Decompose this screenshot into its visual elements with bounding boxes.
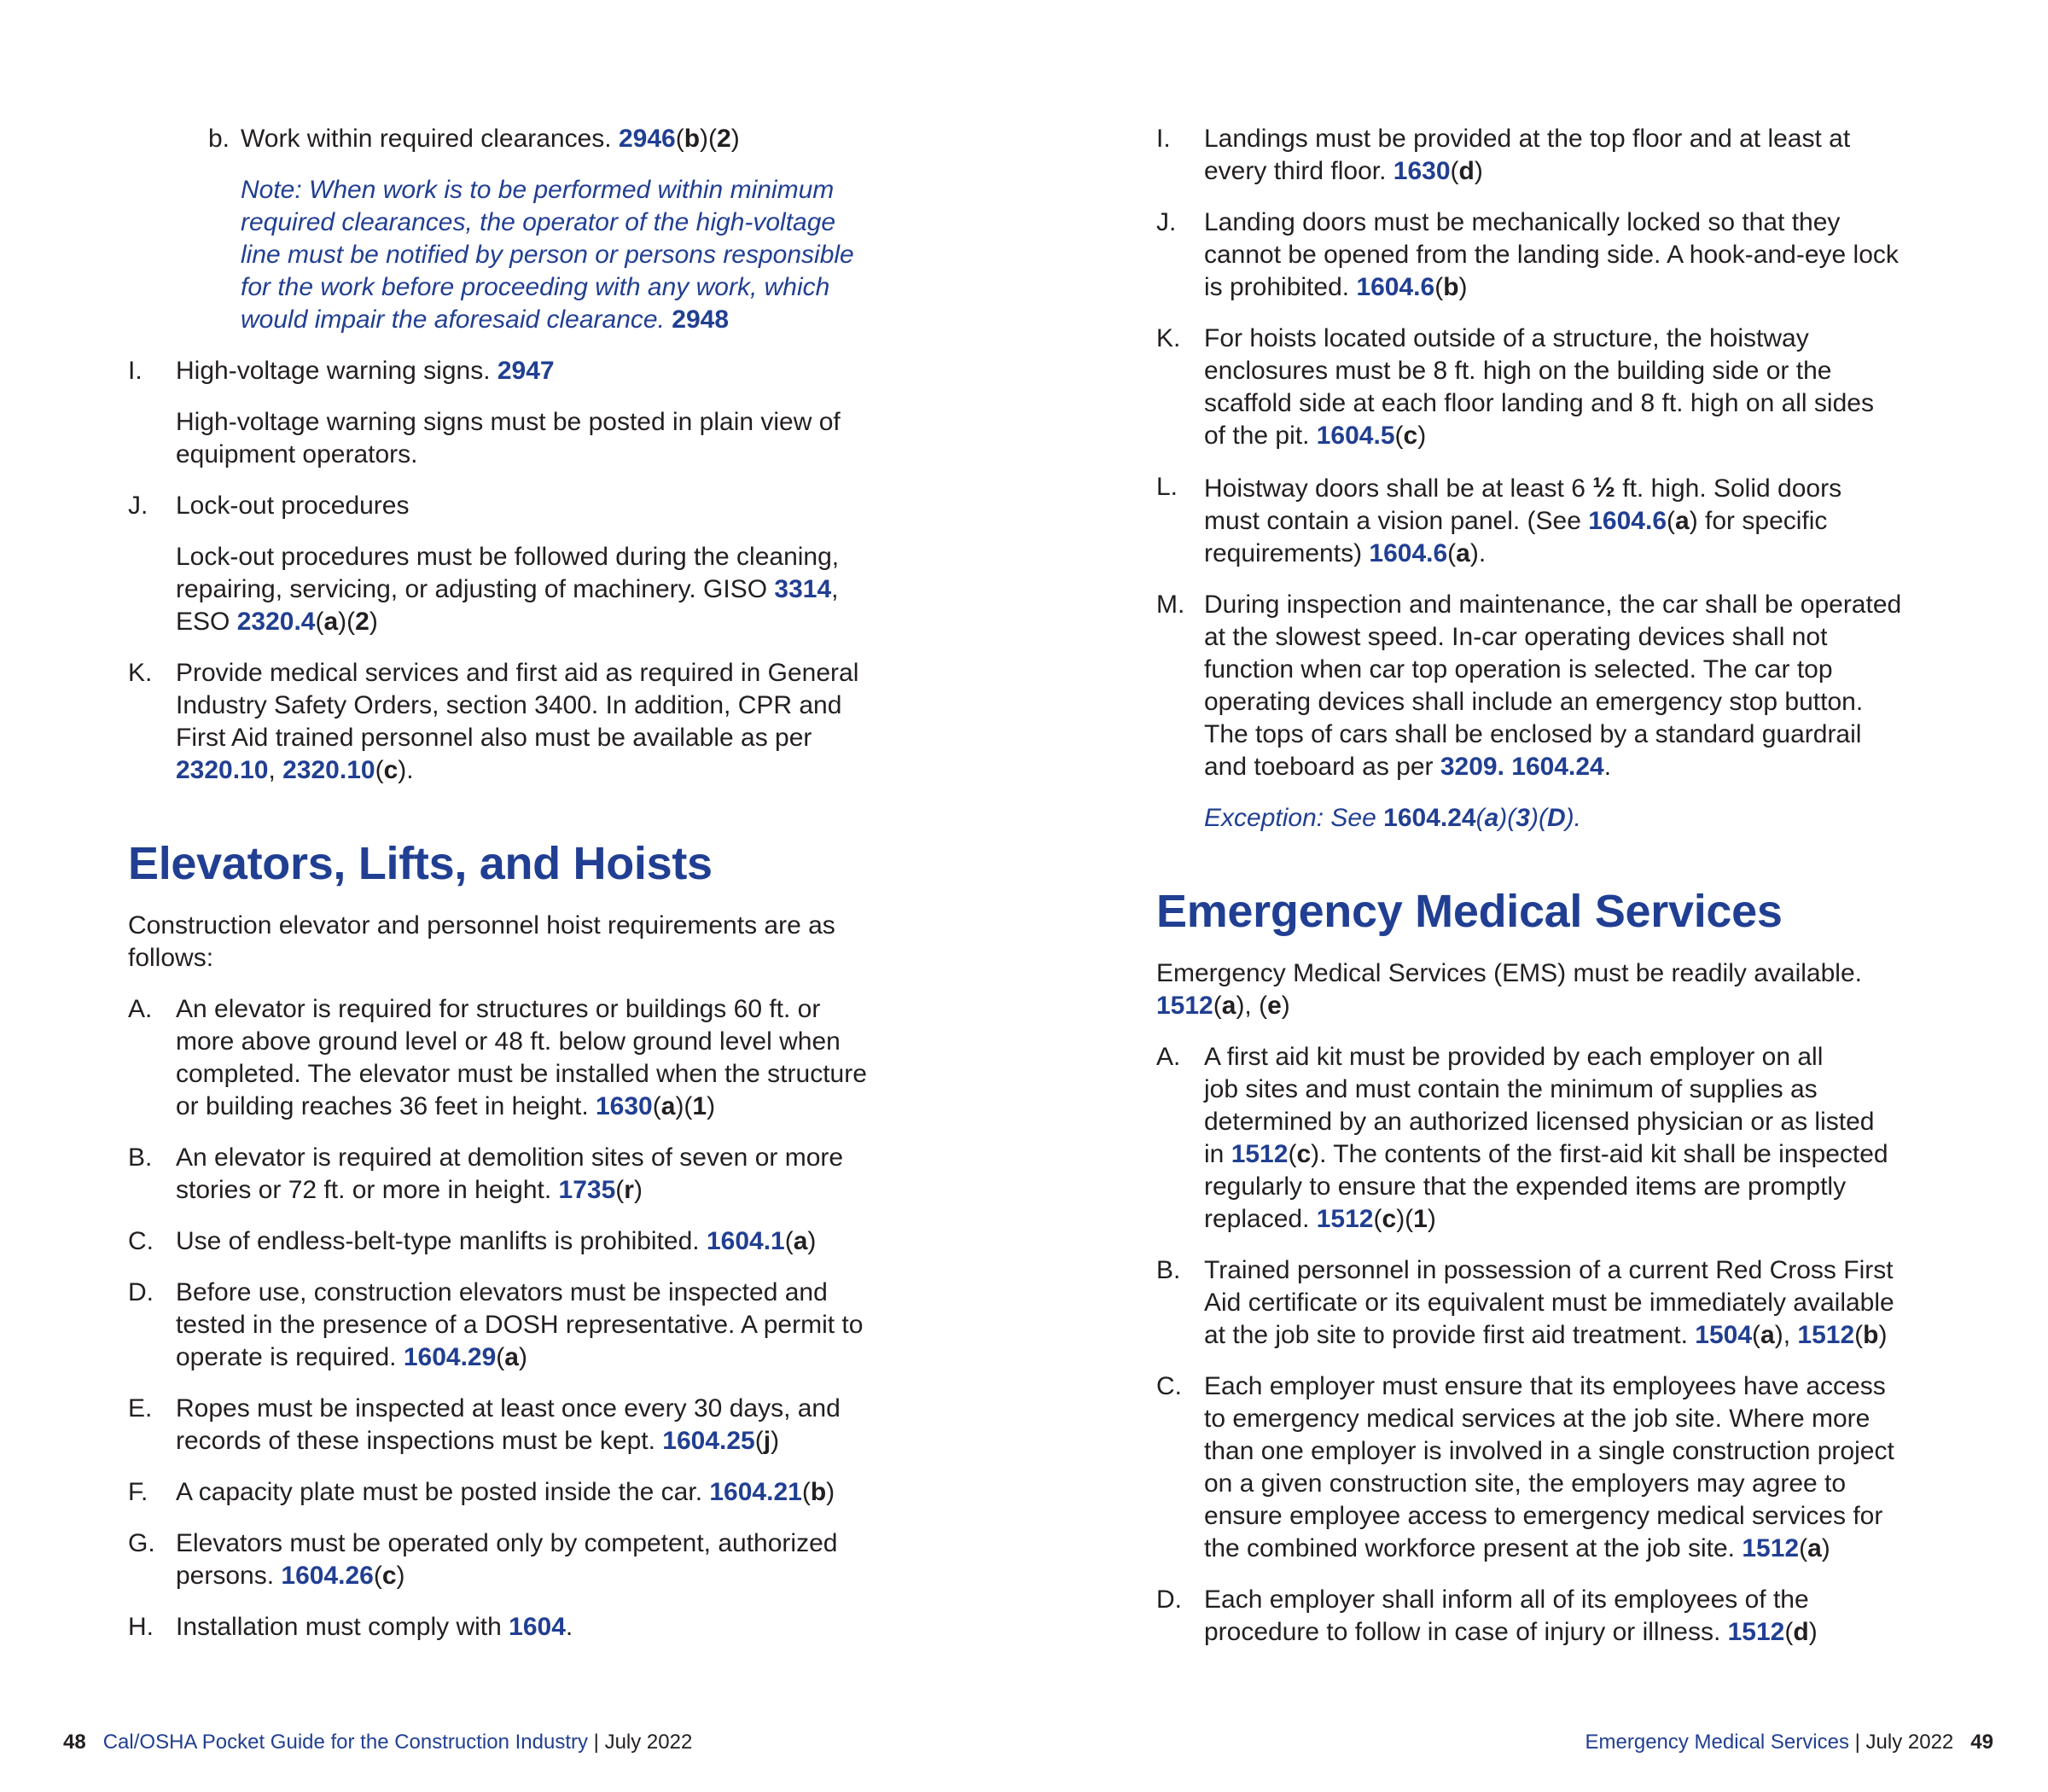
list-marker: I. [128,357,143,385]
section-heading: Emergency Medical Services [1156,886,1783,937]
list-marker: F. [128,1478,148,1506]
regulation-link[interactable]: 1604.26 [281,1562,374,1590]
regulation-link[interactable]: 2320.4 [236,608,316,636]
regulation-link[interactable]: 1630 [596,1092,653,1120]
section-intro: Construction elevator and personnel hoist requirements are as follows: [128,911,835,972]
regulation-link[interactable]: 3314 [774,575,832,603]
list-marker: L. [1156,473,1178,501]
publication-title: Cal/OSHA Pocket Guide for the Construction Industry [102,1731,588,1754]
ems-item-d: D. Each employer shall inform all of its employees of the procedure to follow in case of injury or illness. 1512(d) [1156,1585,1818,1646]
list-item-h: H. Installation must comply with 1604. [128,1611,913,1644]
list-marker: A. [1156,1043,1181,1071]
section-title: Emergency Medical Services [1585,1731,1849,1754]
list-item-a: A. An elevator is required for structures or buildings 60 ft. or more above ground level or 48 ft. below ground level when completed. The elevator must be installed when the structure or building reaches 36 feet in height. 1630(a)(1) [128,995,867,1120]
footer-date: July 2022 [1865,1731,1954,1754]
footer-separator: | [593,1731,599,1754]
list-item-e: E. Ropes must be inspected at least once every 30 days, and records of these inspections must be kept. 1604.25(j) [128,1394,841,1455]
list-item-c: C. Use of endless-belt-type manlifts is prohibited. 1604.1(a) [128,1225,913,1258]
regulation-link[interactable]: 2946 [618,125,676,153]
right-page [1156,123,1941,1649]
list-item-i: I. Landings must be provided at the top floor and at least at every third floor. 1630(d) [1156,125,1851,185]
list-item-d: D. Before use, construction elevators must be inspected and tested in the presence of a DOSH representative. A permit to operate is required. 1604.29(a) [128,1278,864,1371]
list-marker: b. [208,125,230,153]
list-item-j: J. Landing doors must be mechanically locked so that they cannot be opened from the landing side. A hook-and-eye lock is prohibited. 1604.6(b) [1156,208,1899,301]
regulation-link[interactable]: 1604.24 [1383,804,1476,832]
regulation-link[interactable]: 1512 [1727,1618,1785,1646]
item-paragraph: High-voltage warning signs must be posted in plain view of equipment operators. [176,408,841,468]
list-marker: E. [128,1394,153,1423]
list-item-f: F. A capacity plate must be posted inside the car. 1604.21(b) [128,1476,913,1509]
regulation-link[interactable]: 1504 [1695,1321,1753,1349]
list-marker: H. [128,1613,154,1641]
footer-date: July 2022 [604,1731,693,1754]
list-item-j: J. Lock-out procedures Lock-out procedures must be followed during the cleaning, repairing, servicing, or adjusting of machinery. GISO 3314, ESO 2320.4(a)(2) [128,490,913,638]
list-marker: G. [128,1529,155,1557]
list-item-m: M. During inspection and maintenance, the car shall be operated at the slowest speed. In-car operating devices shall not function when car top operation is selected. The car top operating devices shall include an emergency stop button. The tops of cars shall be enclosed by a standard guardrail and toeboard as per 3209. 1604.24. [1156,591,1902,781]
regulation-link[interactable]: 2947 [497,357,555,385]
left-page [128,123,913,1644]
regulation-link[interactable]: 1604.24 [1511,753,1604,781]
item-paragraph: Lock-out procedures must be followed during the cleaning, repairing, servicing, or adjusting of machinery. GISO 3314, ESO 2320.4(a)(2) [176,543,840,636]
regulation-link[interactable]: 1604.6 [1356,273,1435,301]
page-number: 49 [1970,1731,1993,1754]
regulation-link[interactable]: 3209. [1440,753,1504,781]
regulation-link[interactable]: 1512 [1742,1534,1800,1562]
list-item-b: B. An elevator is required at demolition sites of seven or more stories or 72 ft. or more in height. 1735(r) [128,1143,844,1204]
regulation-link[interactable]: 1512 [1231,1140,1289,1168]
ems-item-b: B. Trained personnel in possession of a current Red Cross First Aid certificate or its equivalent must be immediately available at the job site to provide first aid treatment. 1504(a), 1512(b) [1156,1256,1894,1349]
list-marker: K. [128,659,153,687]
list-marker: D. [1156,1585,1182,1614]
right-page-footer [1585,1730,1994,1755]
list-item-i: I. High-voltage warning signs. 2947 High-voltage warning signs must be posted in plain view of equipment operators. [128,355,913,471]
list-marker: B. [128,1143,153,1172]
regulation-link[interactable]: 1604.5 [1316,422,1395,450]
regulation-link[interactable]: 1604.1 [706,1227,785,1255]
regulation-link[interactable]: 1604.21 [709,1478,802,1506]
regulation-link[interactable]: 1604.29 [403,1343,497,1371]
list-marker: M. [1156,591,1185,619]
regulation-link[interactable]: 1604.25 [662,1427,755,1455]
footer-separator: | [1854,1731,1860,1754]
list-item-k: K. For hoists located outside of a structure, the hoistway enclosures must be 8 ft. high on the building side or the scaffold side at each floor landing and 8 ft. high on all sides of the pit. 1604.5(c) [1156,324,1874,450]
page-number: 48 [63,1731,86,1754]
regulation-link[interactable]: 2320.10 [176,756,269,784]
list-marker: I. [1156,125,1171,153]
regulation-link[interactable]: 1604.6 [1369,539,1448,567]
fraction-half: ½ [1592,472,1615,503]
list-marker: D. [128,1278,154,1306]
regulation-link[interactable]: 1512 [1316,1205,1374,1233]
list-item-l: L. Hoistway doors shall be at least 6 ½ ft. high. Solid doors must contain a vision panel. (See 1604.6(a) for specific requirements) 1604.6(a). [1156,472,1842,567]
section-heading: Elevators, Lifts, and Hoists [128,838,713,889]
regulation-link[interactable]: 1604.6 [1588,507,1667,535]
regulation-link[interactable]: 2320.10 [282,756,375,784]
regulation-link[interactable]: 1630 [1393,157,1451,185]
list-item-b: b. Work within required clearances. 2946(b)(2) [208,123,913,155]
regulation-link[interactable]: 2948 [672,305,730,334]
list-marker: K. [1156,324,1181,352]
list-marker: C. [1156,1372,1182,1400]
list-marker: B. [1156,1256,1181,1284]
regulation-link[interactable]: 1512 [1797,1321,1855,1349]
regulation-link[interactable]: 1512 [1156,992,1213,1020]
left-page-footer [63,1730,692,1755]
list-marker: C. [128,1227,154,1255]
regulation-link[interactable]: 1604 [509,1613,566,1641]
ems-item-a: A. A first aid kit must be provided by each employer on all job sites and must contain the minimum of supplies as determined by an authorized licensed physician or as listed in 1512(c). The contents of the first-aid kit shall be inspected regularly to ensure that the expended items are promptly replaced. 1512(c)(1) [1156,1043,1888,1233]
exception-note: Exception: See 1604.24(a)(3)(D). [1204,804,1581,832]
list-marker: J. [128,492,148,520]
section-intro: Emergency Medical Services (EMS) must be readily available. 1512(a), (e) [1156,959,1862,1020]
list-item-k: K. Provide medical services and first aid as required in General Industry Safety Orders, section 3400. In addition, CPR and First Aid trained personnel also must be available as per 2320.10, 2320.10(c). [128,659,859,784]
list-item-g: G. Elevators must be operated only by competent, authorized persons. 1604.26(c) [128,1529,838,1590]
list-marker: J. [1156,208,1177,236]
list-marker: A. [128,995,153,1023]
ems-item-c: C. Each employer must ensure that its employees have access to emergency medical services at the job site. Where more than one employer is involved in a single construction project on a given construction site, the employers may agree to ensure employee access to emergency medical services for the combined workforce present at the job site. 1512(a) [1156,1372,1894,1562]
regulation-link[interactable]: 1735 [558,1176,616,1204]
note-block: Note: When work is to be performed within minimum required clearances, the operator of the high-voltage line must be notified by person or persons responsible for the work before proceeding with any work, which would impair the aforesaid clearance. 2948 [241,176,854,334]
